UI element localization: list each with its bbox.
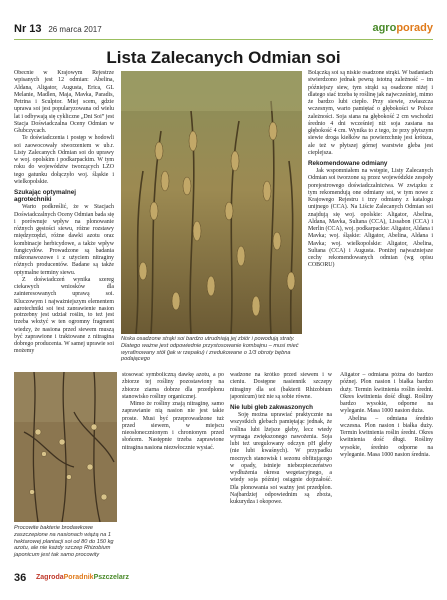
paragraph: Z doświadczeń wynika szereg ciekawych wniosków dla zainteresowanych uprawą soi. Kluczowym i najważniejszym elementem agrotechniki soi jest zaprawienie nasion <box>14 276 114 310</box>
soybean-field-photo <box>121 71 302 334</box>
issue-date: 26 marca 2017 <box>48 25 102 34</box>
paragraph: Obecnie w Krajowym Rejestrze wpisanych jest 12 odmian: Abelina, Aldana, Aligator, Augusta, Erica, GL Melanie, Madlen, Maja, Mavka, Paradis, Petrina i Sculptor. Miej scem, gdzie uprawa soi jest popularyzowana od wielu lat i odbywają się cykliczne „Dni Soi” jest Stacja Doświadczalna Oceny Odmian w Głubczycach. <box>14 70 114 134</box>
paragraph: wadzone na krótko przed siewem i w cieniu. Dostępne nasiennik szczepy nitraginy dla soi (bakterii Rhizobium japonicum) też nie są sobie równe. <box>230 372 332 400</box>
text-column-1-continued <box>14 312 114 372</box>
footer-logo-b: Poradnik <box>63 574 94 581</box>
text-column-3 <box>230 372 332 552</box>
section-heading: Nie lubi gleb zakwaszonych <box>230 404 313 411</box>
photo-caption: Procowite bakterie brodawkowe zaszczepione na nasionach wiążą na 1 hektarowej plantacji soi od 80 do 150 kg azotu, ale nie każdy szczep Rhizobium japonicum jest tak samo procowity <box>14 525 114 559</box>
footer-logo <box>36 574 129 581</box>
paragraph: Jak wspomniałem na wstępie, Listy Zalecanych Odmian soi tworzone są przez wojewódzkie zespoły porejestrowego doświadczalnictwa. W związku z tym rekomendują one odmiany soi, w tym nowe z Krajowego Rejestru i trzy odmiany z katalogu unijnego (CCA). Na Liście Zalecanych Odmian soi znajdują się woj. opolskie: Aligator, Abelina, Aldana, Mavka, Sultana (CCA), Lissabon (CCA) i Merlin (CCA), woj. podkarpackie: Aligator, Aldana i Mavka; woj. śląskie: Aligator, Abelina, Aldana i Mavka; woj. wielkopolskie: Aligator, Abelina, Sultana (CCA) i Augusta. Poniżej najważniejsze cechy rekomendowanych odmian (wg opisu COBORU) <box>308 168 433 269</box>
soybean-roots-photo <box>14 372 117 522</box>
page-number: 36 <box>14 572 27 584</box>
footer-logo-a: Zagroda <box>36 574 64 581</box>
paragraph: Te doświadczenia i postęp w hodowli soi zaowocowały stworzeniem w ub.r. Listy Zalecanych Odmian soi do uprawy w woj. opolskim i podkarpackim. W tym roku do województw tworzących LZO tego gatunku dołączyło woj. śląskie i wielkopolskie. <box>14 135 114 185</box>
text-column-2 <box>122 372 224 552</box>
brand-logo <box>372 22 433 34</box>
brand-part-a: agro <box>372 22 397 34</box>
text-column-4 <box>308 70 433 370</box>
brand-part-b: porady <box>396 22 433 34</box>
article-title: Lista Zalecanych Odmian soi <box>106 48 341 67</box>
footer-logo-c: Pszczelarz <box>93 574 129 581</box>
page-footer <box>14 572 433 586</box>
section-heading: Szukając optymalnej agrotechniki <box>14 189 76 204</box>
text-column-1 <box>14 70 114 310</box>
photo-caption: Niska osadzone strąki soi bardzo utrudniają jej zbiór i powodują straty. Dlatego ważne jest odpowiednie przystosowanie kombajnu – musi mieć wyrafinowany stół (jak w rzepaku) i zredukowane o 1/3 obroty bębna podającego <box>121 336 299 363</box>
paragraph: Aligator – odmiana późna do bardzo późnej. Plon nasion i białka bardzo duży. Termin kwitnienia roślin średni. Okres kwitnienia dość długi. Rośliny bardzo wysokie, odporne na wyleganie. Masa 1000 nasion duża. <box>340 372 433 415</box>
paragraph: Mimo że rośliny znają nitraginę, samo zaprawianie nią nasion nie jest takie proste. Musi być przeprowadzone tuż przed siewem, w miejscu nieosłonecznionym i chronionym przed słońcem. Następnie trzeba zaprawione nitragina nasiona niezwłocznie wysiać. <box>122 401 224 451</box>
paragraph: potrzebny jest udział roślin, to też jest trzeba włożyć w ten ogromny fragment wiedzy, że nasiona przed siewem muszą być zaprawione i traktowane z nitragina dobrego producenta. W samej uprawie soi możemy <box>14 312 114 355</box>
paragraph: Abelina – odmiana średnio wczesna. Plon nasion i białka duży. Termin kwitnienia roślin średni. Okres kwitnienia dość długi. Rośliny wysokie, średnio odporne na wyleganie. Masa 1000 nasion średnia. <box>340 415 433 458</box>
paragraph: Bolączką soi są niskie osadzone strąki. W badaniach stwierdzono jednak pewną istotną zależność – im późniejszy siew, tym strąki są osadzone niżej i dlatego siać trzeba tę roślinę jak najwcześniej, mimo że bardzo lubi ciepło. Przy siewie, zwłaszcza wczesnym, warto pamiętać o głębokości w Polsce zależności. Soja siana na głębokość 2 cm wschodzi średnio 4 dni wcześniej niż soja zasiana na głębokość 4 cm. Wynika to z tego, że przy płytszym siewie droga kiełków na powierzchnię jest krótsza, ale też w płytszej górnej warstwie gleba jest cieplejsza. <box>308 70 433 156</box>
paragraph: Soję można uprawiać praktycznie na wszystkich glebach pamiętając jednak, że roślina lubi lżejsze gleby, lecz wtedy wymaga zwiększonego nawożenia. Soja lubi też uregulowany odczyn pH gleby (nie lubi kwaśnych). W przypadku mocnych stanowisk i sezonu obfitującego w opady, istnieje niebezpieczeństwo wydłużenia okresu wegetacyjnego, a wtedy soja później osiągnie dojrzałość. Dla plonowania soi ważny jest przedplon. Najbardziej odpowiednim są zboża, kukurydza i okopowe. <box>230 412 332 506</box>
header-rule <box>14 39 433 40</box>
issue-number: Nr 13 <box>14 23 42 35</box>
section-heading: Rekomendowane odmiany <box>308 160 388 167</box>
paragraph: Warto podkreślić, że w Stacjach Doświadczalnych Oceny Odmian bada się i porównuje wpływ na plonowanie różnych gęstości siewu, różne rozstawy międzyrzędzi, różne dawki azotu oraz kombinacje herbicydowe, a także wpływ fungicydów. Prowadzone są badania mikronawozowe i z użyciem nitraginy różnych producentów. Badane są także optymalne terminy siewu. <box>14 204 114 276</box>
issue-info <box>14 23 102 35</box>
page-header <box>14 22 433 38</box>
text-column-5 <box>340 372 433 552</box>
paragraph: stosować symboliczną dawkę azotu, a po zbiorze tej rośliny pozostawiony na zbiorze ziarna dobrze dla przedplonu stanowisko rośliny organicznej. <box>122 372 224 400</box>
